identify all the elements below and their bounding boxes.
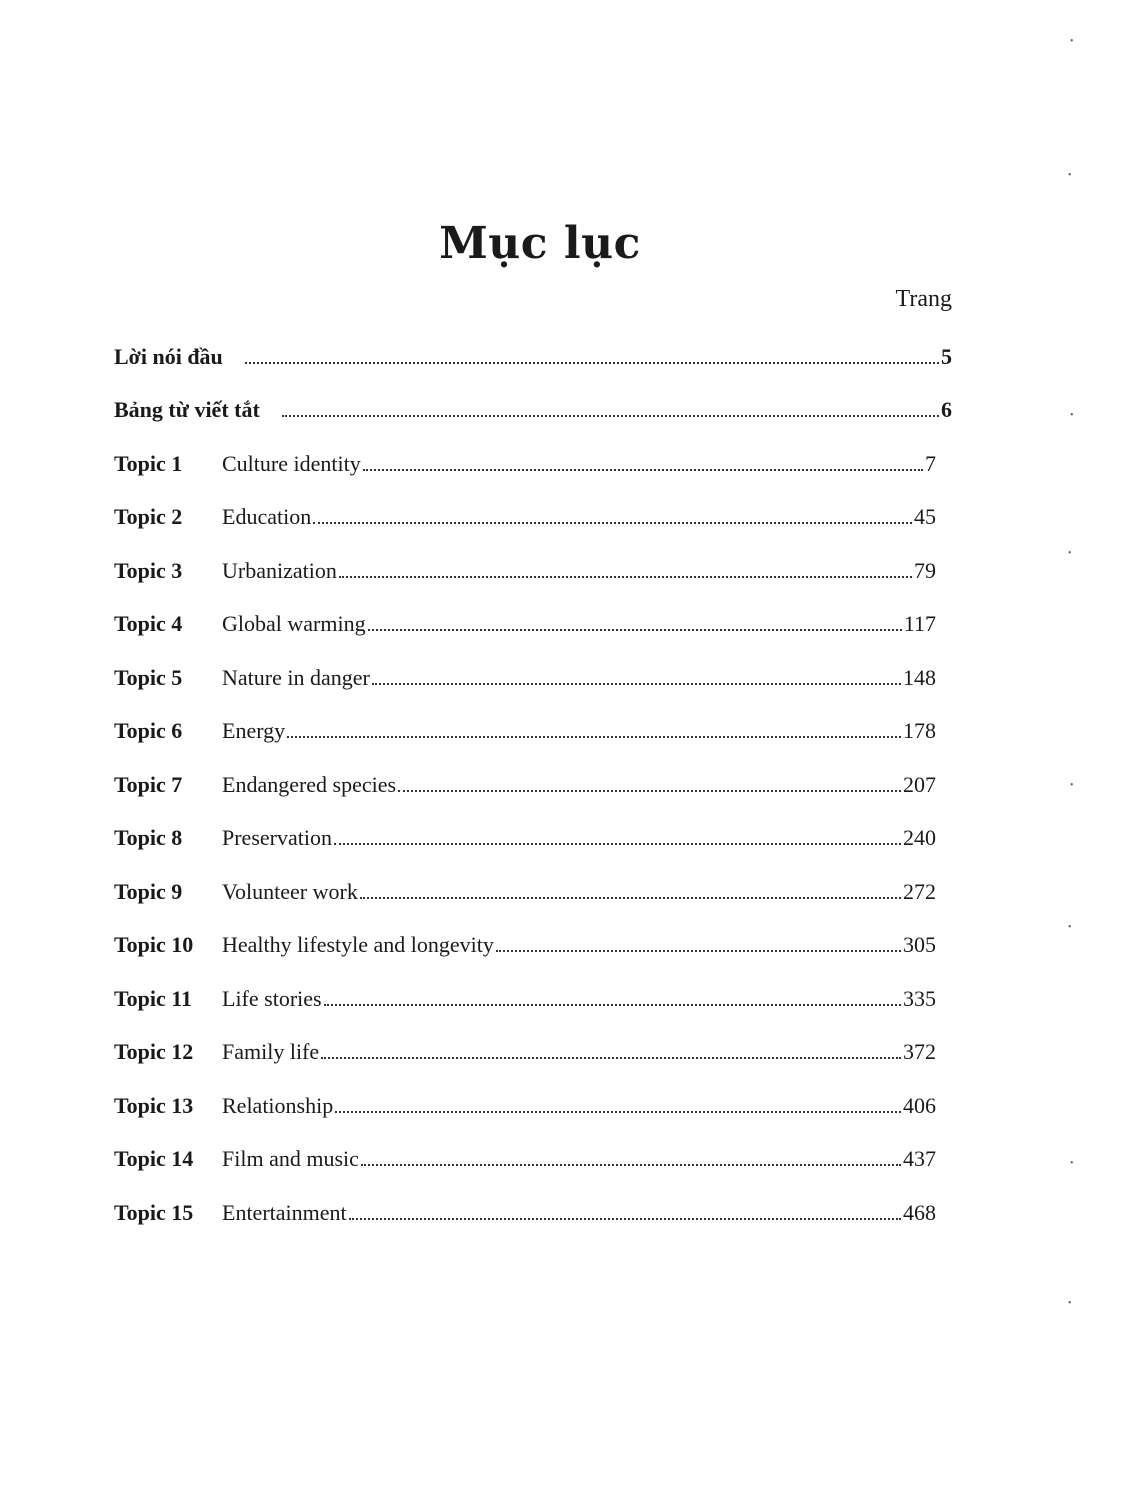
toc-entry-topic-3[interactable] (114, 544, 936, 598)
toc-entry-topic-12[interactable] (114, 1026, 936, 1080)
toc-entry-title: Entertainment (222, 1199, 347, 1225)
toc-entry-page: 5 (941, 343, 952, 369)
toc-entry-title: Healthy lifestyle and longevity (222, 932, 494, 958)
toc-entry-title: Culture identity (222, 450, 361, 476)
scan-speck: • (1070, 1158, 1074, 1169)
toc-entry-topic-15[interactable] (114, 1186, 936, 1240)
toc-topic-label: Topic 11 (114, 985, 193, 1011)
toc-entry-title: Education (222, 504, 312, 530)
toc-entry-page: 7 (925, 450, 936, 476)
page-column-label: Trang (895, 286, 952, 312)
toc-leader-dots (398, 790, 901, 792)
toc-entry-page: 117 (903, 611, 936, 637)
toc-topic-label: Topic 14 (114, 1146, 194, 1172)
toc-entry-bang-tu-viet-tat[interactable] (114, 384, 952, 438)
toc-entry-title: Global warming (222, 611, 366, 637)
toc-entry-topic-7[interactable] (114, 758, 936, 812)
scan-speck: • (1068, 1298, 1072, 1309)
toc-entry-topic-2[interactable] (114, 491, 936, 545)
toc-topic-label: Topic 10 (114, 932, 194, 958)
toc-entry-topic-5[interactable] (114, 651, 936, 705)
toc-topic-label: Topic 7 (114, 771, 183, 797)
toc-leader-dots (361, 1164, 901, 1166)
toc-entry-title: Family life (222, 1039, 320, 1065)
table-of-contents (114, 330, 952, 1240)
toc-leader-dots (339, 576, 912, 578)
toc-entry-title: Urbanization (222, 557, 337, 583)
toc-entry-title: Relationship (222, 1092, 334, 1118)
toc-entry-loi-noi-dau[interactable] (114, 330, 952, 384)
toc-entry-title: Energy (222, 718, 286, 744)
toc-topic-label: Topic 8 (114, 825, 183, 851)
toc-entry-page: 372 (903, 1039, 936, 1065)
toc-entry-page: 148 (903, 664, 936, 690)
toc-topic-label: Topic 2 (114, 504, 183, 530)
toc-entry-topic-1[interactable] (114, 437, 936, 491)
toc-leader-dots (368, 629, 902, 631)
toc-entry-title: Film and music (222, 1146, 359, 1172)
toc-leader-dots (360, 897, 901, 899)
toc-leader-dots (349, 1218, 901, 1220)
toc-topic-label: Topic 1 (114, 450, 183, 476)
page-title: Mục lục (439, 218, 641, 269)
toc-entry-page: 178 (903, 718, 936, 744)
toc-leader-dots (334, 843, 901, 845)
toc-topic-label: Topic 5 (114, 664, 183, 690)
scan-speck: • (1070, 36, 1074, 47)
toc-entry-page: 437 (903, 1146, 936, 1172)
toc-entry-topic-8[interactable] (114, 812, 936, 866)
toc-entry-page: 45 (914, 504, 936, 530)
toc-entry-title: Life stories (222, 985, 322, 1011)
toc-leader-dots (287, 736, 901, 738)
toc-topic-label: Topic 15 (114, 1199, 194, 1225)
toc-entry-topic-9[interactable] (114, 865, 936, 919)
toc-entry-topic-6[interactable] (114, 705, 936, 759)
toc-topic-label: Topic 9 (114, 878, 183, 904)
toc-leader-dots (335, 1111, 901, 1113)
toc-leader-dots (324, 1004, 901, 1006)
scan-speck: • (1068, 548, 1072, 559)
toc-topic-label: Topic 12 (114, 1039, 194, 1065)
toc-leader-dots (496, 950, 901, 952)
scan-speck: • (1070, 780, 1074, 791)
toc-entry-page: 468 (903, 1199, 936, 1225)
scan-speck: • (1068, 170, 1072, 181)
toc-leader-dots (245, 362, 939, 364)
toc-leader-dots (321, 1057, 901, 1059)
toc-entry-page: 272 (903, 878, 936, 904)
toc-entry-page: 240 (903, 825, 936, 851)
toc-topic-label: Topic 13 (114, 1092, 194, 1118)
toc-entry-page: 6 (941, 397, 952, 423)
toc-entry-topic-10[interactable] (114, 919, 936, 973)
scan-speck: • (1070, 410, 1074, 421)
toc-entry-title: Bảng từ viết tắt (114, 397, 260, 423)
toc-entry-title: Lời nói đầu (114, 343, 223, 369)
toc-entry-page: 79 (914, 557, 936, 583)
scan-speck: • (1068, 922, 1072, 933)
toc-leader-dots (363, 469, 923, 471)
toc-entry-page: 335 (903, 985, 936, 1011)
toc-entry-title: Nature in danger (222, 664, 370, 690)
toc-entry-page: 305 (903, 932, 936, 958)
toc-entry-page: 406 (903, 1092, 936, 1118)
toc-leader-dots (372, 683, 901, 685)
toc-entry-topic-11[interactable] (114, 972, 936, 1026)
toc-topic-label: Topic 3 (114, 557, 183, 583)
toc-leader-dots (282, 415, 939, 417)
toc-entry-topic-14[interactable] (114, 1133, 936, 1187)
toc-leader-dots (313, 522, 912, 524)
toc-entry-topic-4[interactable] (114, 598, 936, 652)
toc-entry-title: Volunteer work (222, 878, 358, 904)
toc-topic-label: Topic 4 (114, 611, 183, 637)
toc-entry-title: Preservation (222, 825, 332, 851)
toc-entry-page: 207 (903, 771, 936, 797)
toc-topic-label: Topic 6 (114, 718, 183, 744)
toc-entry-topic-13[interactable] (114, 1079, 936, 1133)
toc-entry-title: Endangered species (222, 771, 397, 797)
